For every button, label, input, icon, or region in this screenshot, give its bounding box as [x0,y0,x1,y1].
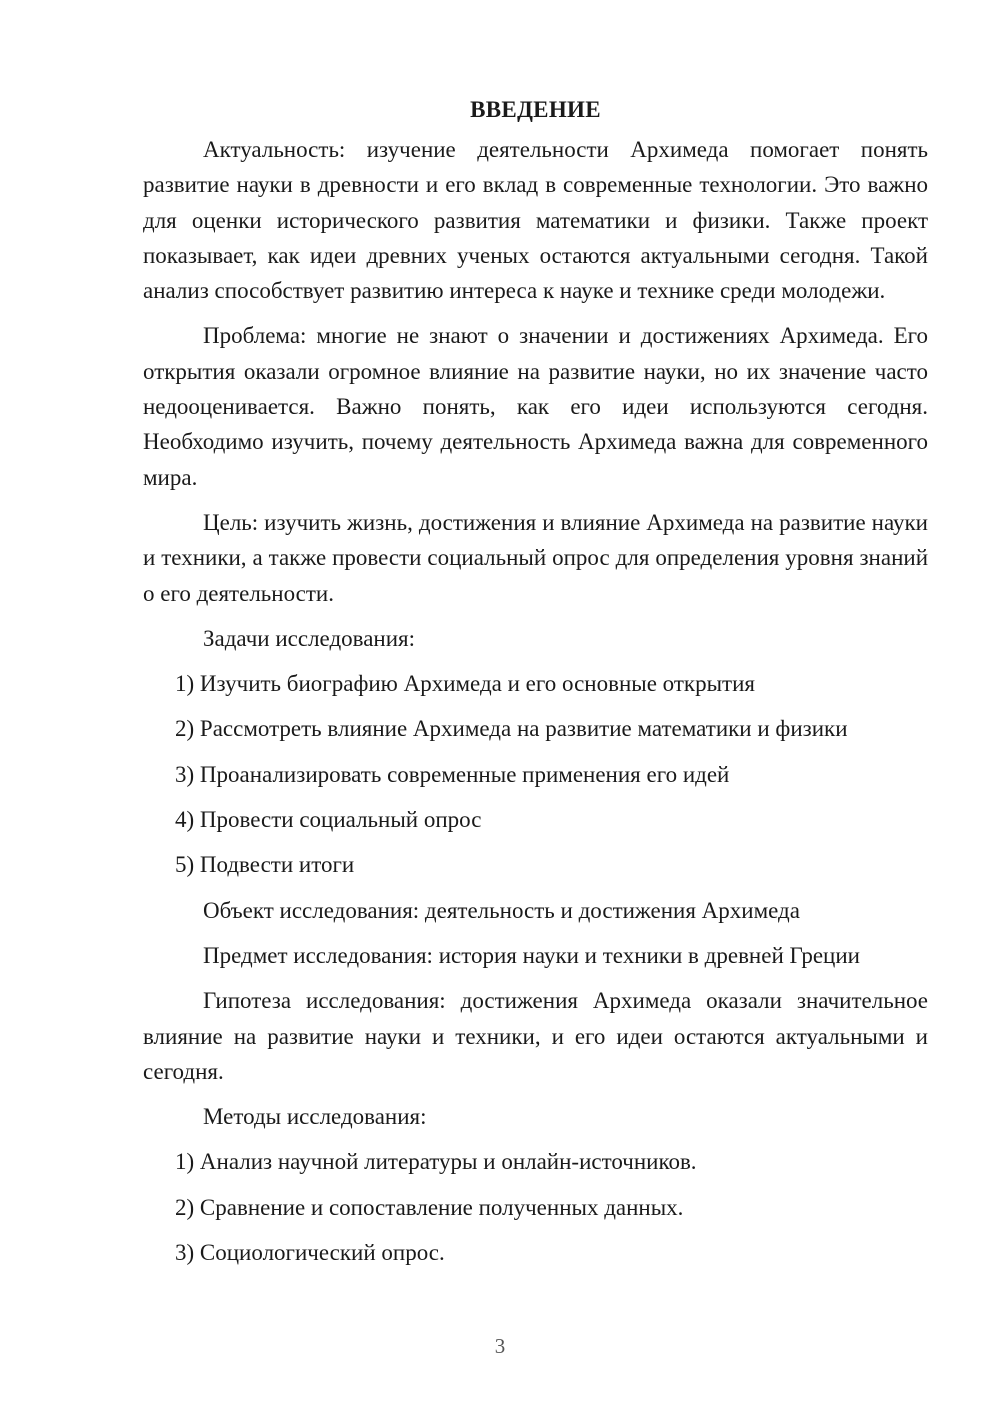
page-title: ВВЕДЕНИЕ [470,97,601,122]
list-item: 4) Провести социальный опрос [175,807,482,833]
list-item: 2) Сравнение и сопоставление полученных данных. [175,1194,684,1220]
object-line: Объект исследования: деятельность и достижения Архимеда [203,897,800,923]
list-item: 3) Социологический опрос. [175,1240,445,1266]
relevance-paragraph: Актуальность: изучение деятельности Архимеда помогает понять развитие науки в древности и его вклад в современные технологии. Это важно для оценки исторического развития математики и физики. Также проект показывает, как идеи древних ученых остаются актуальными сегодня. Такой анализ способствует развитию интереса к науке и технике среди молодежи. [143,137,928,304]
hypothesis-paragraph: Гипотеза исследования: достижения Архимеда оказали значительное влияние на развитие науки и техники, и его идеи остаются актуальными и сегодня. [143,988,928,1084]
document-page [143,94,928,1280]
list-item: 1) Изучить биографию Архимеда и его основные открытия [175,671,755,697]
tasks-heading: Задачи исследования: [203,625,416,651]
methods-list [143,1144,928,1270]
subject-line: Предмет исследования: история науки и техники в древней Греции [203,942,860,968]
list-item: 2) Рассмотреть влияние Архимеда на развитие математики и физики [175,716,848,742]
tasks-list [143,666,928,882]
goal-paragraph: Цель: изучить жизнь, достижения и влияние Архимеда на развитие науки и техники, а также провести социальный опрос для определения уровня знаний о его деятельности. [143,509,928,606]
page-number: 3 [494,1334,506,1358]
methods-heading: Методы исследования: [203,1104,427,1130]
list-item: 5) Подвести итоги [175,852,355,878]
list-item: 3) Проанализировать современные применения его идей [175,761,730,787]
list-item: 1) Анализ научной литературы и онлайн-источников. [175,1149,697,1175]
problem-paragraph: Проблема: многие не знают о значении и достижениях Архимеда. Его открытия оказали огромное влияние на развитие науки, но их значение часто недооценивается. Важно понять, как его идеи используются сегодня. Необходимо изучить, почему деятельность Архимеда важна для современного мира. [143,323,928,490]
